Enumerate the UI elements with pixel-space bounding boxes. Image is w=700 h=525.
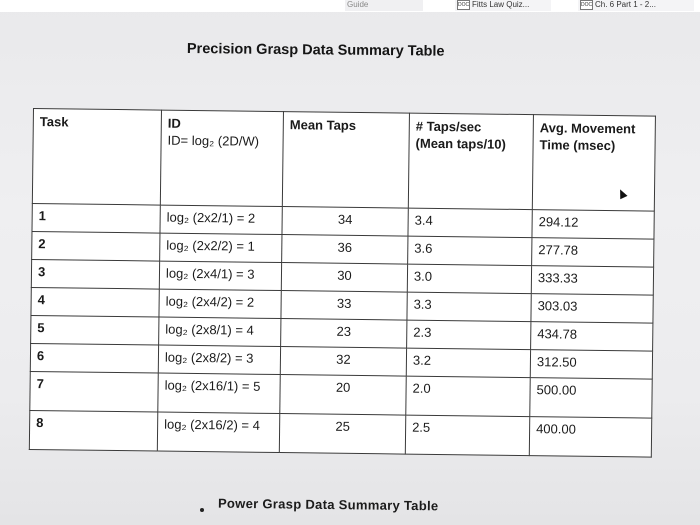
header-id-formula: ID= log₂ (2D/W) xyxy=(167,132,260,149)
cell-task: 1 xyxy=(32,203,160,233)
header-id: ID ID= log₂ (2D/W) xyxy=(160,110,283,206)
document-icon: DOC xyxy=(581,2,593,8)
cell-task: 6 xyxy=(30,343,158,373)
cell-avg-time: 400.00 xyxy=(529,417,651,457)
cell-taps-per-sec: 2.0 xyxy=(406,376,530,417)
cell-task: 2 xyxy=(32,231,160,261)
table-row xyxy=(29,410,651,457)
cell-avg-time: 312.50 xyxy=(530,350,652,379)
browser-tab-bar xyxy=(0,0,700,12)
cell-taps-per-sec: 2.5 xyxy=(405,415,529,456)
cell-id: log₂ (2x2/2) = 1 xyxy=(160,233,282,262)
tab-guide-label: Guide xyxy=(347,0,369,9)
next-section-title: Power Grasp Data Summary Table xyxy=(217,495,439,514)
tab-fitts-law-quiz[interactable] xyxy=(455,0,551,11)
header-taps-per-sec: # Taps/sec (Mean taps/10) xyxy=(408,113,533,210)
cell-avg-time: 294.12 xyxy=(532,210,654,239)
cell-mean-taps: 32 xyxy=(280,347,406,377)
tab-fitts-label: Fitts Law Quiz... xyxy=(472,0,530,9)
header-avg-movement-time: Avg. Movement Time (msec) xyxy=(532,115,655,211)
cell-mean-taps: 36 xyxy=(282,235,408,265)
tab-ch6-part[interactable] xyxy=(578,0,694,11)
cell-mean-taps: 23 xyxy=(281,319,407,349)
cell-id: log₂ (2x8/1) = 4 xyxy=(159,317,281,346)
cell-avg-time: 500.00 xyxy=(530,378,652,418)
cell-task: 7 xyxy=(30,371,158,412)
precision-grasp-table xyxy=(29,108,656,458)
cell-id: log₂ (2x16/2) = 4 xyxy=(157,412,279,452)
table-header-row xyxy=(32,109,655,212)
cell-id: log₂ (2x16/1) = 5 xyxy=(158,373,280,413)
cell-avg-time: 333.33 xyxy=(531,266,653,295)
cell-taps-per-sec: 3.0 xyxy=(407,264,531,294)
tab-ch6-label: Ch. 6 Part 1 - 2... xyxy=(595,0,656,9)
page-title: Precision Grasp Data Summary Table xyxy=(186,41,445,60)
bullet-icon xyxy=(200,508,204,512)
cell-task: 8 xyxy=(29,410,157,451)
cell-taps-per-sec: 2.3 xyxy=(407,320,531,350)
cell-taps-per-sec: 3.2 xyxy=(406,348,530,378)
cell-task: 4 xyxy=(31,287,159,317)
cell-task: 5 xyxy=(31,315,159,345)
cell-mean-taps: 20 xyxy=(280,375,406,416)
cell-avg-time: 303.03 xyxy=(531,294,653,323)
header-task: Task xyxy=(32,109,161,206)
header-taps-per-sec-sub: (Mean taps/10) xyxy=(415,135,506,152)
cell-mean-taps: 34 xyxy=(282,207,408,237)
cell-task: 3 xyxy=(31,259,159,289)
document-icon: DOC xyxy=(458,2,470,8)
cell-avg-time: 434.78 xyxy=(531,322,653,351)
header-mean-taps: Mean Taps xyxy=(282,112,409,209)
cell-mean-taps: 33 xyxy=(281,291,407,321)
cell-avg-time: 277.78 xyxy=(532,238,654,267)
header-avg-movement-time-sub: Time (msec) xyxy=(539,137,616,154)
cell-mean-taps: 25 xyxy=(279,414,405,455)
tab-guide[interactable] xyxy=(345,0,423,11)
summary-table-container xyxy=(29,108,663,476)
cell-id: log₂ (2x8/2) = 3 xyxy=(158,345,280,374)
cell-id: log₂ (2x2/1) = 2 xyxy=(160,205,282,234)
cell-taps-per-sec: 3.3 xyxy=(407,292,531,322)
cell-id: log₂ (2x4/1) = 3 xyxy=(159,261,281,290)
cell-taps-per-sec: 3.4 xyxy=(408,208,532,238)
cell-mean-taps: 30 xyxy=(281,263,407,293)
cell-taps-per-sec: 3.6 xyxy=(408,236,532,266)
cell-id: log₂ (2x4/2) = 2 xyxy=(159,289,281,318)
